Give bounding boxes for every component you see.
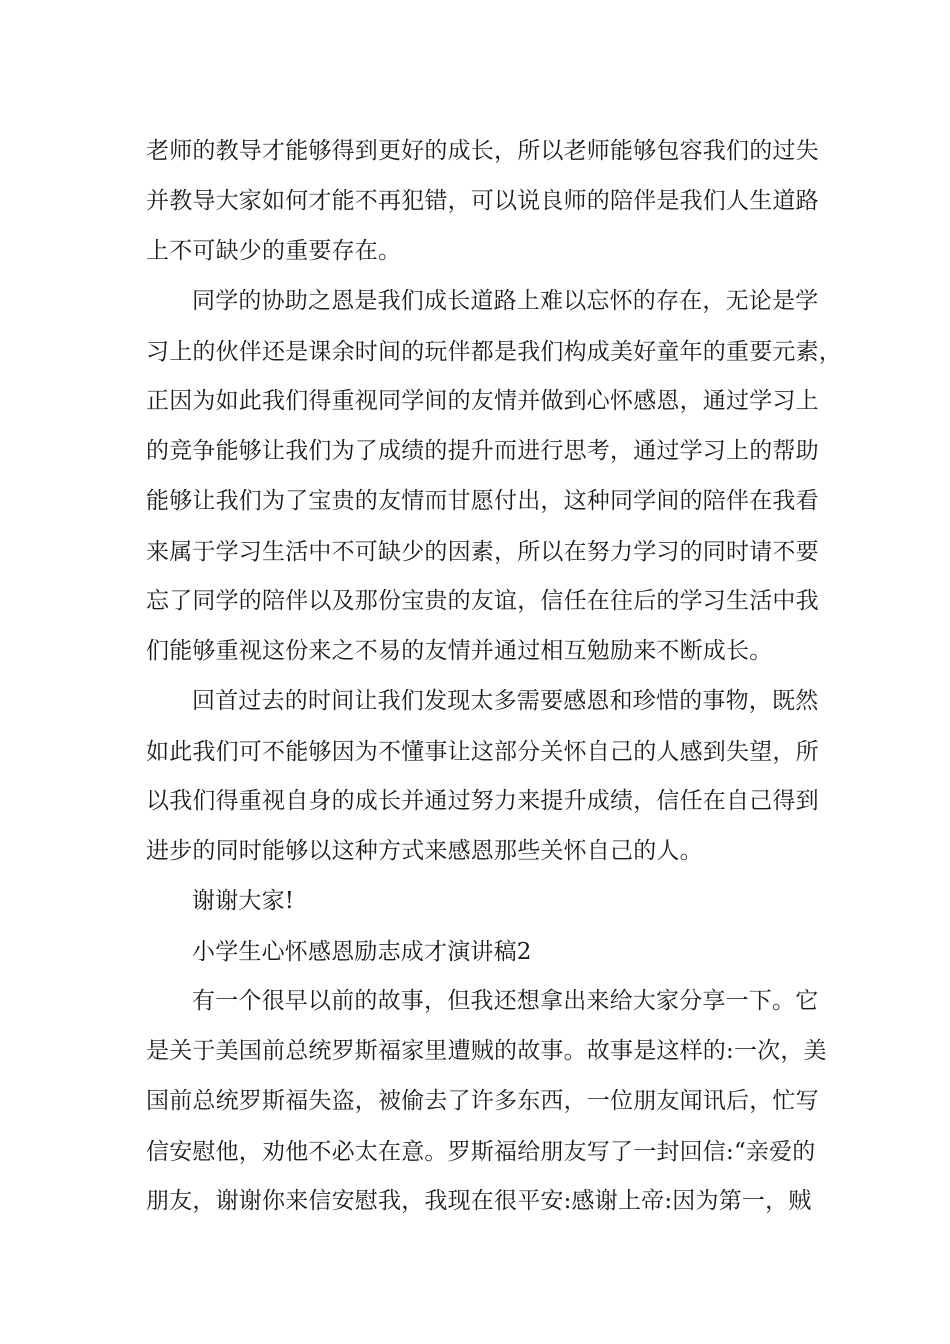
text-line: 老师的教导才能够得到更好的成长，所以老师能够包容我们的过失 — [146, 138, 819, 164]
text-line: 如此我们可不能够因为不懂事让这部分关怀自己的人感到失望，所 — [146, 739, 819, 765]
text-line: 是关于美国前总统罗斯福家里遭贼的故事。故事是这样的:一次，美 — [146, 1038, 827, 1064]
text-line: 来属于学习生活中不可缺少的因素，所以在努力学习的同时请不要 — [146, 539, 819, 565]
text-line: 同学的协助之恩是我们成长道路上难以忘怀的存在，无论是学 — [192, 288, 819, 314]
text-line: 信安慰他，劝他不必太在意。罗斯福给朋友写了一封回信:“亲爱的 — [146, 1139, 816, 1165]
text-line: 们能够重视这份来之不易的友情并通过相互勉励来不断成长。 — [146, 638, 773, 664]
text-line: 的竞争能够让我们为了成绩的提升而进行思考，通过学习上的帮助 — [146, 438, 819, 464]
closing-line: 谢谢大家! — [192, 888, 295, 914]
text-line: 忘了同学的陪伴以及那份宝贵的友谊，信任在往后的学习生活中我 — [146, 588, 819, 614]
text-line: 正因为如此我们得重视同学间的友情并做到心怀感恩，通过学习上 — [146, 388, 819, 414]
section-title: 小学生心怀感恩励志成才演讲稿2 — [192, 939, 532, 965]
text-line: 回首过去的时间让我们发现太多需要感恩和珍惜的事物，既然 — [192, 688, 819, 714]
text-line: 能够让我们为了宝贵的友情而甘愿付出，这种同学间的陪伴在我看 — [146, 488, 819, 514]
text-line: 朋友，谢谢你来信安慰我，我现在很平安:感谢上帝:因为第一，贼 — [146, 1188, 812, 1214]
text-line: 有一个很早以前的故事，但我还想拿出来给大家分享一下。它 — [192, 988, 819, 1014]
text-line: 以我们得重视自身的成长并通过努力来提升成绩，信任在自己得到 — [146, 788, 819, 814]
text-line: 上不可缺少的重要存在。 — [146, 238, 402, 264]
text-line: 并教导大家如何才能不再犯错，可以说良师的陪伴是我们人生道路 — [146, 188, 819, 214]
text-line: 国前总统罗斯福失盗，被偷去了许多东西，一位朋友闻讯后，忙写 — [146, 1088, 819, 1114]
text-line: 习上的伙伴还是课余时间的玩伴都是我们构成美好童年的重要元素， — [146, 339, 842, 365]
text-line: 进步的同时能够以这种方式来感恩那些关怀自己的人。 — [146, 838, 703, 864]
